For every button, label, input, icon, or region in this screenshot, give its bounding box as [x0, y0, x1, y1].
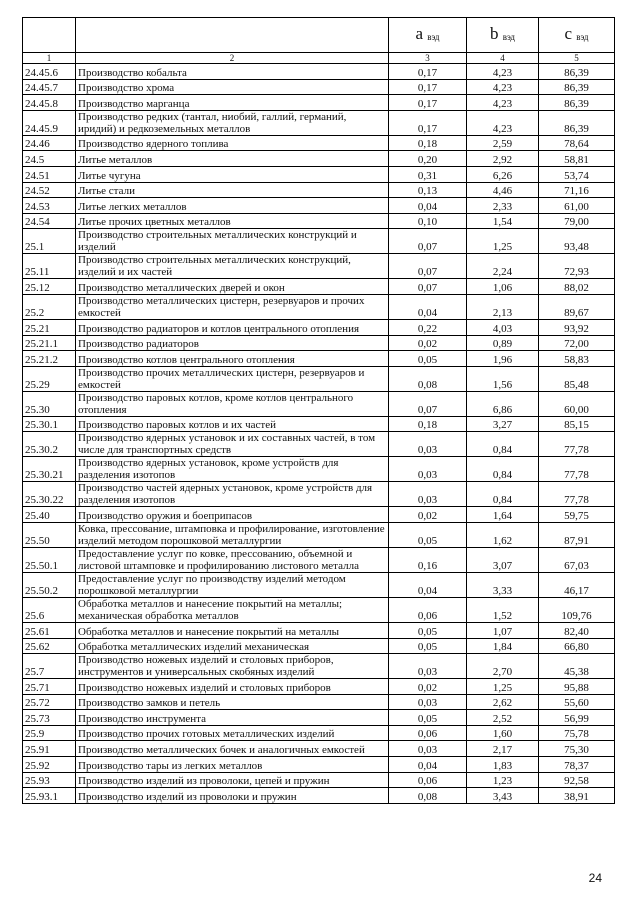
row-value-c: 78,64 — [539, 135, 615, 151]
row-name: Литье легких металлов — [76, 198, 389, 214]
row-value-b: 2,62 — [467, 694, 539, 710]
table-row — [23, 694, 615, 710]
row-value-a: 0,03 — [389, 741, 467, 757]
row-name: Производство частей ядерных установок, кроме устройств для разделения изотопов — [76, 482, 389, 507]
table-row — [23, 135, 615, 151]
row-code: 25.50.1 — [23, 547, 76, 572]
row-code: 25.71 — [23, 679, 76, 695]
row-code: 24.53 — [23, 198, 76, 214]
row-value-b: 2,33 — [467, 198, 539, 214]
row-name: Производство ядерных установок, кроме устройств для разделения изотопов — [76, 457, 389, 482]
row-name: Предоставление услуг по производству изделий методом порошковой металлургии — [76, 572, 389, 597]
row-name: Обработка металлов и нанесение покрытий на металлы — [76, 622, 389, 638]
table-row — [23, 654, 615, 679]
row-value-b: 1,52 — [467, 597, 539, 622]
header-b-letter: b — [490, 23, 499, 43]
row-value-a: 0,17 — [389, 64, 467, 80]
row-value-a: 0,10 — [389, 213, 467, 229]
row-value-c: 56,99 — [539, 710, 615, 726]
row-value-b: 2,24 — [467, 254, 539, 279]
row-code: 24.54 — [23, 213, 76, 229]
table-row — [23, 757, 615, 773]
row-name: Литье чугуна — [76, 166, 389, 182]
row-code: 25.73 — [23, 710, 76, 726]
row-name: Производство оружия и боеприпасов — [76, 507, 389, 523]
table-row — [23, 79, 615, 95]
row-value-a: 0,20 — [389, 151, 467, 167]
row-name: Производство ядерного топлива — [76, 135, 389, 151]
row-value-b: 4,23 — [467, 110, 539, 135]
row-value-a: 0,04 — [389, 757, 467, 773]
row-value-c: 89,67 — [539, 294, 615, 319]
row-value-b: 1,23 — [467, 772, 539, 788]
row-code: 25.92 — [23, 757, 76, 773]
row-value-c: 82,40 — [539, 622, 615, 638]
row-value-a: 0,17 — [389, 110, 467, 135]
row-value-b: 0,84 — [467, 457, 539, 482]
row-name: Производство редких (тантал, ниобий, галлий, германий, иридий) и редкоземельных металлов — [76, 110, 389, 135]
row-value-c: 77,78 — [539, 432, 615, 457]
row-value-c: 66,80 — [539, 638, 615, 654]
row-name: Производство металлических дверей и окон — [76, 279, 389, 295]
row-value-a: 0,17 — [389, 95, 467, 111]
row-value-a: 0,06 — [389, 725, 467, 741]
header-c-subscript: вэд — [576, 31, 589, 42]
header-b-cell — [467, 18, 539, 53]
table-row — [23, 572, 615, 597]
row-value-b: 1,54 — [467, 213, 539, 229]
row-code: 25.12 — [23, 279, 76, 295]
row-value-b: 0,84 — [467, 432, 539, 457]
row-value-a: 0,06 — [389, 597, 467, 622]
table-row — [23, 254, 615, 279]
row-code: 25.50 — [23, 522, 76, 547]
table-row — [23, 319, 615, 335]
header-code-cell — [23, 18, 76, 53]
row-name: Производство кобальта — [76, 64, 389, 80]
table-row — [23, 64, 615, 80]
row-value-a: 0,05 — [389, 710, 467, 726]
row-name: Производство изделий из проволоки и пружин — [76, 788, 389, 804]
row-name: Литье стали — [76, 182, 389, 198]
row-code: 24.52 — [23, 182, 76, 198]
table-row — [23, 679, 615, 695]
row-code: 25.6 — [23, 597, 76, 622]
row-name: Литье прочих цветных металлов — [76, 213, 389, 229]
row-value-a: 0,18 — [389, 416, 467, 432]
row-value-b: 1,64 — [467, 507, 539, 523]
row-name: Производство радиаторов и котлов центрального отопления — [76, 319, 389, 335]
row-code: 25.11 — [23, 254, 76, 279]
row-value-c: 78,37 — [539, 757, 615, 773]
row-value-c: 88,02 — [539, 279, 615, 295]
row-name: Обработка металлов и нанесение покрытий на металлы; механическая обработка металлов — [76, 597, 389, 622]
row-value-b: 1,84 — [467, 638, 539, 654]
header-a-subscript: вэд — [427, 31, 440, 42]
row-value-b: 0,89 — [467, 335, 539, 351]
row-value-a: 0,07 — [389, 391, 467, 416]
row-name: Производство замков и петель — [76, 694, 389, 710]
table-row — [23, 279, 615, 295]
table-row — [23, 725, 615, 741]
row-value-a: 0,07 — [389, 229, 467, 254]
row-value-c: 85,15 — [539, 416, 615, 432]
row-value-a: 0,13 — [389, 182, 467, 198]
row-value-b: 2,17 — [467, 741, 539, 757]
row-value-b: 4,23 — [467, 64, 539, 80]
table-row — [23, 547, 615, 572]
table-row — [23, 622, 615, 638]
table-row — [23, 351, 615, 367]
row-value-c: 79,00 — [539, 213, 615, 229]
row-code: 25.93.1 — [23, 788, 76, 804]
row-value-c: 58,83 — [539, 351, 615, 367]
row-value-b: 2,59 — [467, 135, 539, 151]
table-row — [23, 457, 615, 482]
row-value-a: 0,05 — [389, 622, 467, 638]
row-value-b: 1,83 — [467, 757, 539, 773]
row-code: 25.30 — [23, 391, 76, 416]
row-value-b: 3,43 — [467, 788, 539, 804]
row-value-b: 1,25 — [467, 679, 539, 695]
row-value-b: 1,07 — [467, 622, 539, 638]
column-number: 3 — [389, 53, 467, 64]
row-value-b: 2,70 — [467, 654, 539, 679]
header-b-subscript: вэд — [502, 31, 515, 42]
row-code: 25.29 — [23, 366, 76, 391]
row-code: 24.46 — [23, 135, 76, 151]
table-row — [23, 597, 615, 622]
row-value-c: 75,78 — [539, 725, 615, 741]
row-value-c: 92,58 — [539, 772, 615, 788]
column-number: 4 — [467, 53, 539, 64]
row-name: Производство строительных металлических конструкций, изделий и их частей — [76, 254, 389, 279]
table-row — [23, 182, 615, 198]
row-name: Производство ядерных установок и их составных частей, в том числе для транспортных средств — [76, 432, 389, 457]
row-value-b: 2,92 — [467, 151, 539, 167]
row-name: Производство изделий из проволоки, цепей и пружин — [76, 772, 389, 788]
table-row — [23, 741, 615, 757]
row-value-a: 0,16 — [389, 547, 467, 572]
table-row — [23, 294, 615, 319]
row-value-c: 75,30 — [539, 741, 615, 757]
row-name: Предоставление услуг по ковке, прессованию, объемной и листовой штамповке и профилированию листового металла — [76, 547, 389, 572]
row-code: 25.30.1 — [23, 416, 76, 432]
row-value-b: 1,96 — [467, 351, 539, 367]
row-value-b: 3,33 — [467, 572, 539, 597]
row-code: 24.45.6 — [23, 64, 76, 80]
table-row — [23, 366, 615, 391]
row-code: 25.30.2 — [23, 432, 76, 457]
row-value-c: 86,39 — [539, 95, 615, 111]
table-row — [23, 151, 615, 167]
row-value-b: 2,52 — [467, 710, 539, 726]
row-name: Производство хрома — [76, 79, 389, 95]
row-code: 24.45.9 — [23, 110, 76, 135]
row-value-a: 0,03 — [389, 654, 467, 679]
row-value-a: 0,08 — [389, 366, 467, 391]
row-name: Производство радиаторов — [76, 335, 389, 351]
row-value-c: 87,91 — [539, 522, 615, 547]
row-value-b: 1,62 — [467, 522, 539, 547]
coefficients-table — [22, 17, 615, 804]
row-value-a: 0,04 — [389, 572, 467, 597]
table-row — [23, 335, 615, 351]
column-number-row — [23, 53, 615, 64]
table-row — [23, 432, 615, 457]
row-name: Литье металлов — [76, 151, 389, 167]
table-row — [23, 772, 615, 788]
row-value-c: 45,38 — [539, 654, 615, 679]
row-value-b: 4,03 — [467, 319, 539, 335]
row-value-a: 0,31 — [389, 166, 467, 182]
row-value-a: 0,07 — [389, 254, 467, 279]
table-row — [23, 482, 615, 507]
row-value-c: 85,48 — [539, 366, 615, 391]
table-row — [23, 213, 615, 229]
row-name: Производство тары из легких металлов — [76, 757, 389, 773]
table-row — [23, 710, 615, 726]
row-name: Производство ножевых изделий и столовых приборов, инструментов и универсальных скобяных изделий — [76, 654, 389, 679]
row-value-a: 0,08 — [389, 788, 467, 804]
row-value-a: 0,22 — [389, 319, 467, 335]
row-code: 25.40 — [23, 507, 76, 523]
row-value-c: 71,16 — [539, 182, 615, 198]
table-row — [23, 638, 615, 654]
table-row — [23, 110, 615, 135]
row-value-a: 0,05 — [389, 638, 467, 654]
row-value-c: 86,39 — [539, 79, 615, 95]
row-value-b: 1,56 — [467, 366, 539, 391]
row-code: 25.1 — [23, 229, 76, 254]
row-value-c: 58,81 — [539, 151, 615, 167]
row-code: 25.62 — [23, 638, 76, 654]
row-value-c: 59,75 — [539, 507, 615, 523]
row-value-c: 60,00 — [539, 391, 615, 416]
page-number: 24 — [588, 871, 602, 885]
header-name-cell — [76, 18, 389, 53]
row-value-c: 109,76 — [539, 597, 615, 622]
row-value-c: 93,48 — [539, 229, 615, 254]
column-number: 2 — [76, 53, 389, 64]
table-row — [23, 229, 615, 254]
row-value-a: 0,03 — [389, 482, 467, 507]
row-value-c: 86,39 — [539, 64, 615, 80]
table-row — [23, 391, 615, 416]
row-value-c: 93,92 — [539, 319, 615, 335]
row-value-b: 1,06 — [467, 279, 539, 295]
row-value-b: 4,23 — [467, 79, 539, 95]
row-code: 25.30.21 — [23, 457, 76, 482]
row-value-a: 0,17 — [389, 79, 467, 95]
row-name: Производство инструмента — [76, 710, 389, 726]
row-value-c: 67,03 — [539, 547, 615, 572]
row-code: 24.51 — [23, 166, 76, 182]
row-code: 24.45.7 — [23, 79, 76, 95]
row-name: Производство прочих металлических цистерн, резервуаров и емкостей — [76, 366, 389, 391]
row-value-b: 0,84 — [467, 482, 539, 507]
table-row — [23, 416, 615, 432]
row-name: Производство паровых котлов и их частей — [76, 416, 389, 432]
table-row — [23, 522, 615, 547]
row-name: Производство марганца — [76, 95, 389, 111]
table-row — [23, 507, 615, 523]
row-value-b: 2,13 — [467, 294, 539, 319]
row-value-a: 0,02 — [389, 335, 467, 351]
row-value-c: 77,78 — [539, 482, 615, 507]
row-name: Производство прочих готовых металлических изделий — [76, 725, 389, 741]
row-code: 25.21.2 — [23, 351, 76, 367]
row-value-a: 0,02 — [389, 507, 467, 523]
row-value-b: 6,26 — [467, 166, 539, 182]
row-value-b: 3,07 — [467, 547, 539, 572]
row-value-b: 4,23 — [467, 95, 539, 111]
row-name: Ковка, прессование, штамповка и профилирование, изготовление изделий методом порошковой металлургии — [76, 522, 389, 547]
row-value-a: 0,03 — [389, 457, 467, 482]
row-value-b: 1,60 — [467, 725, 539, 741]
row-code: 24.45.8 — [23, 95, 76, 111]
row-value-b: 4,46 — [467, 182, 539, 198]
row-value-c: 72,00 — [539, 335, 615, 351]
row-code: 25.21.1 — [23, 335, 76, 351]
table-row — [23, 198, 615, 214]
row-code: 25.9 — [23, 725, 76, 741]
row-code: 25.2 — [23, 294, 76, 319]
table-row — [23, 95, 615, 111]
row-value-a: 0,03 — [389, 432, 467, 457]
row-value-a: 0,05 — [389, 522, 467, 547]
row-name: Производство котлов центрального отопления — [76, 351, 389, 367]
row-code: 25.91 — [23, 741, 76, 757]
row-value-b: 3,27 — [467, 416, 539, 432]
row-value-b: 6,86 — [467, 391, 539, 416]
row-value-a: 0,04 — [389, 198, 467, 214]
row-value-c: 77,78 — [539, 457, 615, 482]
row-code: 25.61 — [23, 622, 76, 638]
row-code: 25.93 — [23, 772, 76, 788]
row-value-c: 95,88 — [539, 679, 615, 695]
row-value-c: 38,91 — [539, 788, 615, 804]
table-header-row — [23, 18, 615, 53]
row-value-c: 46,17 — [539, 572, 615, 597]
row-code: 25.21 — [23, 319, 76, 335]
row-value-a: 0,03 — [389, 694, 467, 710]
row-name: Производство металлических цистерн, резервуаров и прочих емкостей — [76, 294, 389, 319]
row-value-a: 0,18 — [389, 135, 467, 151]
row-code: 25.7 — [23, 654, 76, 679]
row-name: Обработка металлических изделий механическая — [76, 638, 389, 654]
row-value-a: 0,02 — [389, 679, 467, 695]
column-number: 5 — [539, 53, 615, 64]
header-c-letter: c — [564, 23, 573, 43]
row-value-a: 0,07 — [389, 279, 467, 295]
header-c-cell — [539, 18, 615, 53]
row-name: Производство строительных металлических конструкций и изделий — [76, 229, 389, 254]
row-value-a: 0,06 — [389, 772, 467, 788]
row-code: 24.5 — [23, 151, 76, 167]
row-value-b: 1,25 — [467, 229, 539, 254]
row-name: Производство ножевых изделий и столовых приборов — [76, 679, 389, 695]
row-name: Производство металлических бочек и аналогичных емкостей — [76, 741, 389, 757]
row-code: 25.50.2 — [23, 572, 76, 597]
row-value-c: 61,00 — [539, 198, 615, 214]
row-name: Производство паровых котлов, кроме котлов центрального отопления — [76, 391, 389, 416]
row-value-a: 0,05 — [389, 351, 467, 367]
row-value-a: 0,04 — [389, 294, 467, 319]
row-code: 25.30.22 — [23, 482, 76, 507]
header-a-cell — [389, 18, 467, 53]
header-a-letter: a — [415, 23, 424, 43]
column-number: 1 — [23, 53, 76, 64]
table-row — [23, 166, 615, 182]
row-value-c: 72,93 — [539, 254, 615, 279]
row-value-c: 53,74 — [539, 166, 615, 182]
row-code: 25.72 — [23, 694, 76, 710]
row-value-c: 86,39 — [539, 110, 615, 135]
row-value-c: 55,60 — [539, 694, 615, 710]
table-row — [23, 788, 615, 804]
